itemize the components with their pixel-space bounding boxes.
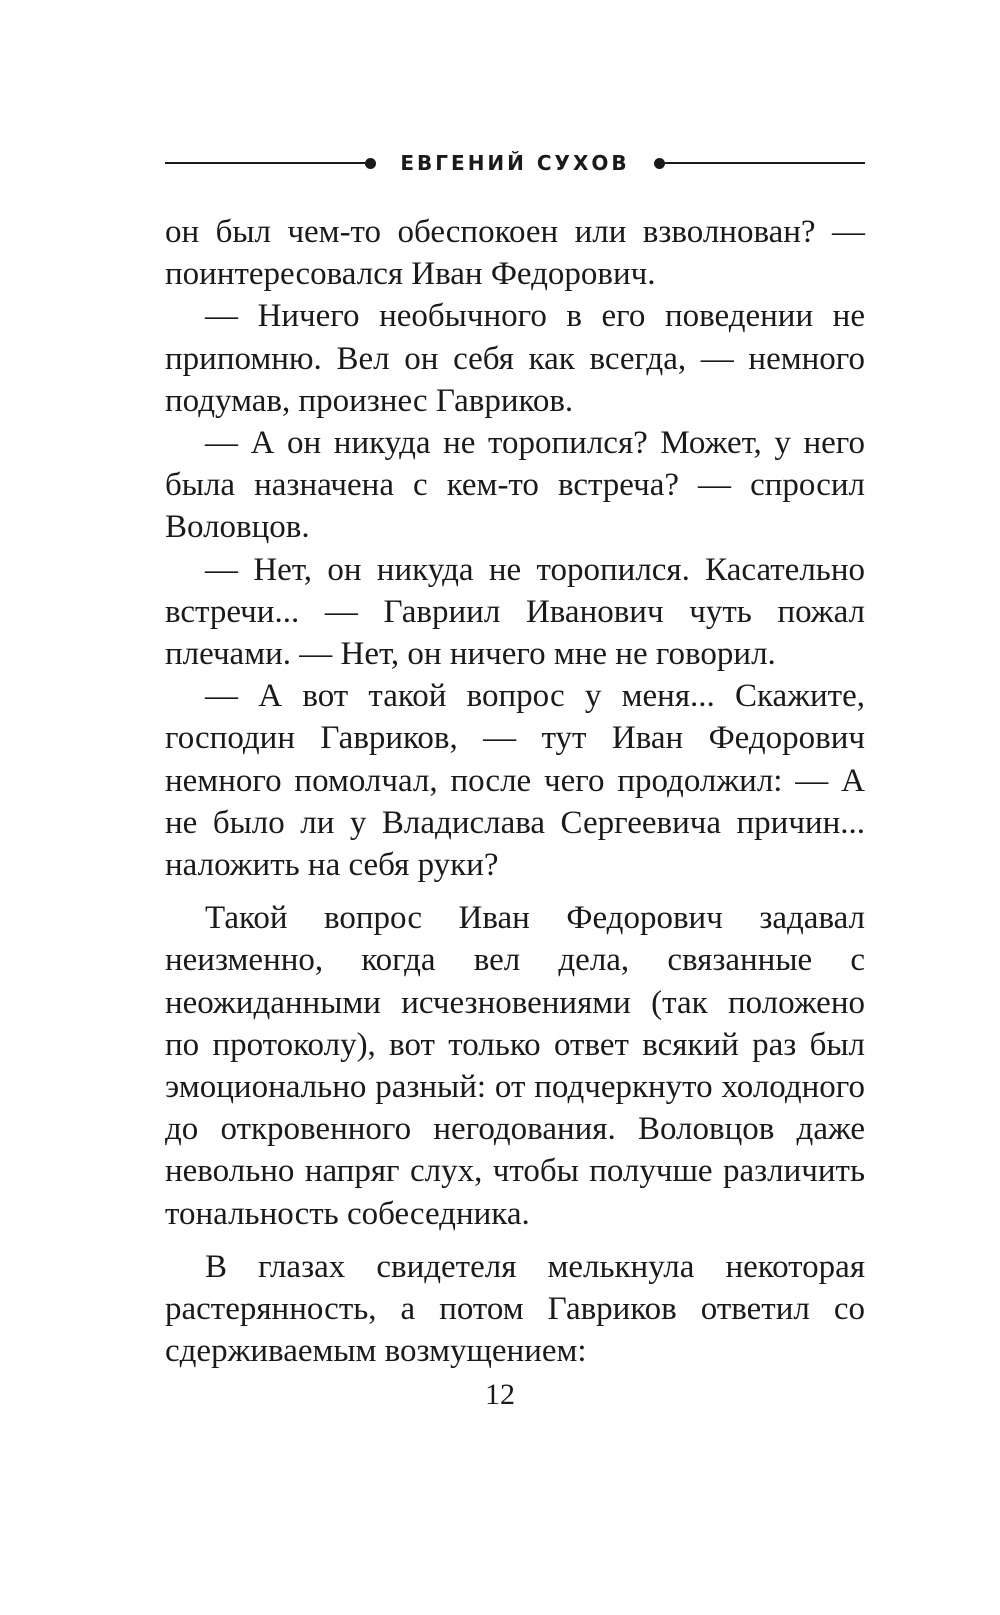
paragraph-4: — Нет, он никуда не торопился. Касательно встречи... — Гавриил Иванович чуть пожал плечами. — Нет, он ничего мне не говорил. [165,551,865,673]
paragraph-7: В глазах свидетеля мелькнула некоторая растерянность, а потом Гавриков ответил со сдерживаемым возмущением: [165,1248,865,1370]
paragraph-2: — Ничего необычного в его поведении не припомню. Вел он себя как всегда, — немного подумав, произнес Гавриков. [165,298,865,419]
author-name: ЕВГЕНИЙ СУХОВ [400,151,630,175]
paragraph-3: — А он никуда не торопился? Может, у него была назначена с кем-то встреча? — спросил Воловцов. [165,425,865,546]
header-rule-right [665,162,865,164]
header-rule-left [165,162,365,164]
body-text [165,211,865,1372]
header-dot-left [365,158,376,169]
paragraph-1: он был чем-то обеспокоен или взволнован? — поинтересовался Иван Федорович. [165,214,865,293]
paragraph-5: — А вот такой вопрос у меня... Скажите, господин Гавриков, — тут Иван Федорович немного помолчал, после чего продолжил: — А не было ли у Владислава Сергеевича причин... наложить на себя руки? [165,678,865,884]
running-head [165,148,865,178]
page-number: 12 [485,1378,515,1411]
header-dot-right [654,158,665,169]
paragraph-6: Такой вопрос Иван Федорович задавал неизменно, когда вел дела, связанные с неожиданными исчезновениями (так положено по протоколу), вот только ответ всякий раз был эмоционально разный: от подчеркнуто холодного до откровенного негодования. Воловцов даже невольно напряг слух, чтобы получше различить тональность собеседника. [165,900,865,1232]
